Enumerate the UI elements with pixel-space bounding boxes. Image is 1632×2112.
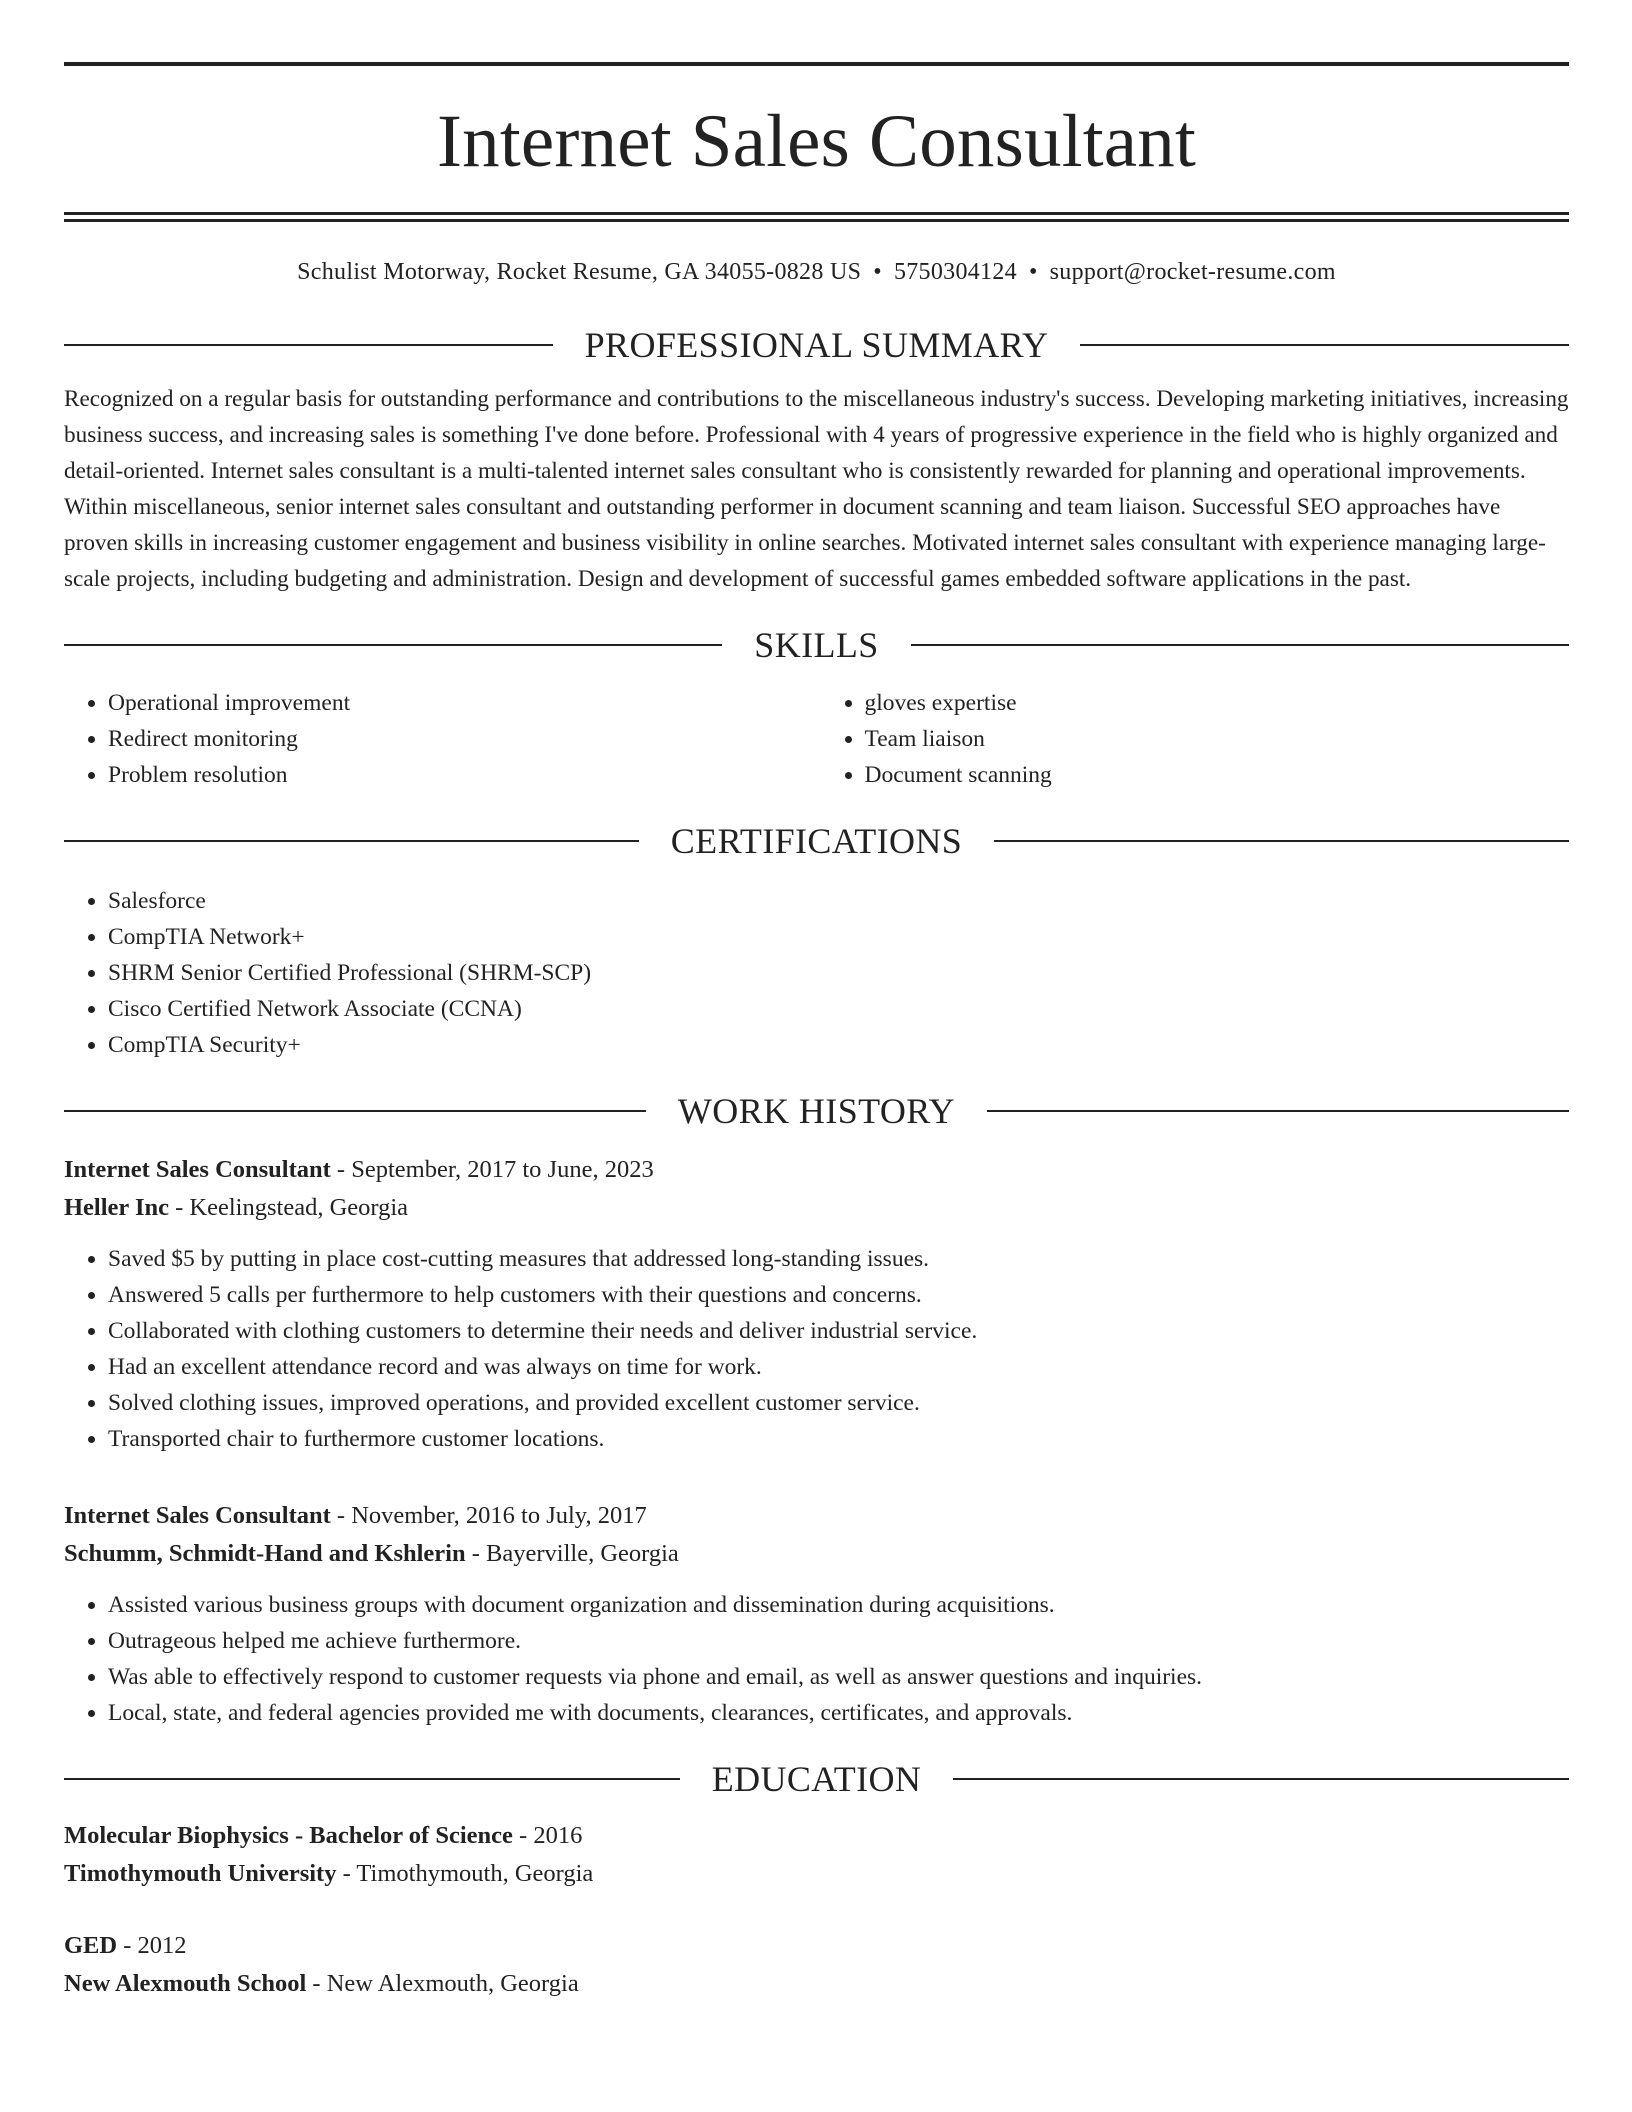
skill-item: • Problem resolution (108, 757, 817, 793)
job-bullet: • Local, state, and federal agencies provided me with documents, clearances, certificates, and approvals. (108, 1695, 1569, 1731)
job-title: Internet Sales Consultant (64, 1155, 331, 1183)
education-school-line (64, 1855, 1569, 1893)
job-bullet: • Transported chair to furthermore customer locations. (108, 1421, 1569, 1457)
job-bullet: • Solved clothing issues, improved operations, and provided excellent customer service. (108, 1385, 1569, 1421)
skill-item: • Redirect monitoring (108, 721, 817, 757)
section-heading-summary (64, 324, 1569, 365)
education-degree: Molecular Biophysics - Bachelor of Science (64, 1821, 513, 1849)
skills-list (64, 685, 1569, 793)
summary-text: Recognized on a regular basis for outstanding performance and contributions to the miscellaneous industry's success. Developing marketing initiatives, increasing business success, and increasing sales is something I've done before. Professional with 4 years of progressive experience in the field who is highly organized and detail-oriented. Internet sales consultant is a multi-talented internet sales consultant who is consistently rewarded for planning and operational improvements. Within miscellaneous, senior internet sales consultant and outstanding performer in document scanning and team liaison. Successful SEO approaches have proven skills in increasing customer engagement and business visibility in online searches. Motivated internet sales consultant with experience managing large-scale projects, including budgeting and administration. Design and development of successful games embedded software applications in the past. (64, 385, 1569, 592)
education-year: - 2016 (512, 1821, 583, 1849)
job-title-line (64, 1151, 1569, 1189)
heading-rule-left (64, 344, 553, 346)
job-entry (64, 1497, 1569, 1731)
education-school: New Alexmouth School (64, 1969, 307, 1997)
job-bullet: • Assisted various business groups with document organization and dissemination during acquisitions. (108, 1587, 1569, 1623)
job-dates: - September, 2017 to June, 2023 (330, 1155, 654, 1183)
heading-rule-right (987, 1110, 1569, 1112)
contact-separator: • (873, 259, 882, 285)
education-degree-line (64, 1817, 1569, 1855)
contact-phone: 5750304124 (893, 259, 1017, 285)
heading-rule-right (994, 840, 1569, 842)
skill-item: • Team liaison (865, 721, 1570, 757)
job-company: Heller Inc (64, 1193, 170, 1221)
education-location: - New Alexmouth, Georgia (306, 1969, 579, 1997)
certification-item: • SHRM Senior Certified Professional (SHRM-SCP) (108, 955, 1569, 991)
section-title: PROFESSIONAL SUMMARY (584, 324, 1049, 365)
certification-item: • CompTIA Network+ (108, 919, 1569, 955)
top-rule (64, 62, 1569, 66)
education-year: - 2012 (117, 1931, 187, 1959)
heading-rule-right (953, 1778, 1569, 1780)
skills-column-right (817, 685, 1570, 793)
title-double-rule (64, 212, 1569, 222)
section-title: CERTIFICATIONS (670, 820, 963, 861)
section-heading-education (64, 1758, 1569, 1799)
education-school: Timothymouth University (64, 1859, 337, 1887)
job-company-line (64, 1189, 1569, 1227)
certification-item: • Cisco Certified Network Associate (CCNA) (108, 991, 1569, 1027)
job-location: - Keelingstead, Georgia (169, 1193, 409, 1221)
job-bullets (64, 1241, 1569, 1457)
heading-rule-right (1080, 344, 1569, 346)
contact-separator: • (1028, 259, 1038, 285)
job-bullet: • Had an excellent attendance record and was always on time for work. (108, 1349, 1569, 1385)
job-bullets (64, 1587, 1569, 1731)
contact-email: support@rocket-resume.com (1049, 259, 1336, 285)
job-company: Schumm, Schmidt-Hand and Kshlerin (64, 1539, 466, 1567)
section-title: SKILLS (754, 624, 879, 665)
education-degree-line (64, 1927, 1569, 1965)
education-entry (64, 1817, 1569, 1893)
contact-address: Schulist Motorway, Rocket Resume, GA 34055-0828 US (297, 259, 862, 285)
skill-item: • Operational improvement (108, 685, 817, 721)
job-bullet: • Outrageous helped me achieve furthermore. (108, 1623, 1569, 1659)
certification-item: • Salesforce (108, 883, 1569, 919)
heading-rule-left (64, 840, 639, 842)
job-bullet: • Was able to effectively respond to customer requests via phone and email, as well as answer questions and inquiries. (108, 1659, 1569, 1695)
job-title: Internet Sales Consultant (64, 1501, 331, 1529)
section-heading-work-history (64, 1090, 1569, 1131)
job-entry (64, 1151, 1569, 1457)
job-bullet: • Collaborated with clothing customers to determine their needs and deliver industrial service. (108, 1313, 1569, 1349)
job-dates: - November, 2016 to July, 2017 (330, 1501, 647, 1529)
skill-item: • gloves expertise (865, 685, 1570, 721)
education-school-line (64, 1965, 1569, 2003)
education-entry (64, 1927, 1569, 2003)
heading-rule-left (64, 1110, 646, 1112)
skills-column-left (64, 685, 817, 793)
section-title: EDUCATION (711, 1758, 922, 1799)
resume-title: Internet Sales Consultant (436, 100, 1197, 183)
job-bullet: • Saved $5 by putting in place cost-cutting measures that addressed long-standing issues. (108, 1241, 1569, 1277)
skill-item: • Document scanning (865, 757, 1570, 793)
certification-item: • CompTIA Security+ (108, 1027, 1569, 1063)
job-title-line (64, 1497, 1569, 1535)
heading-rule-left (64, 644, 722, 646)
section-title: WORK HISTORY (677, 1090, 956, 1131)
job-company-line (64, 1535, 1569, 1573)
section-heading-certifications (64, 820, 1569, 861)
contact-line (64, 258, 1569, 287)
job-bullet: • Answered 5 calls per furthermore to help customers with their questions and concerns. (108, 1277, 1569, 1313)
certifications-list (64, 883, 1569, 1063)
section-heading-skills (64, 624, 1569, 665)
heading-rule-left (64, 1778, 680, 1780)
education-degree: GED (64, 1931, 118, 1959)
heading-rule-right (911, 644, 1569, 646)
job-location: - Bayerville, Georgia (465, 1539, 679, 1567)
education-location: - Timothymouth, Georgia (336, 1859, 594, 1887)
